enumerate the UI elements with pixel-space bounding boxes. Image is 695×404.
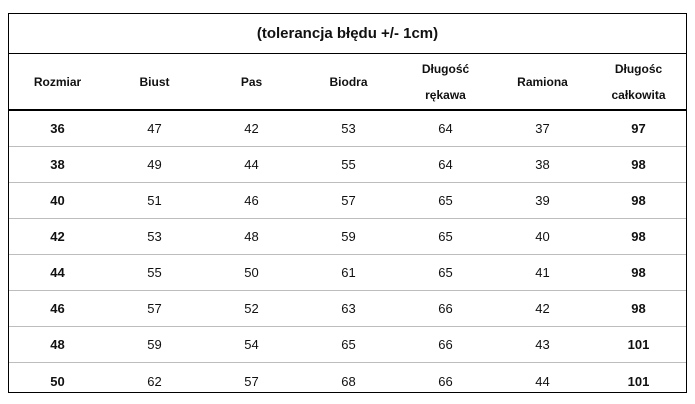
table-cell: 42 — [535, 301, 550, 316]
header-ramiona — [494, 54, 591, 109]
table-cell: 44 — [535, 373, 550, 389]
table-cell: 39 — [535, 193, 550, 208]
table-cell: 65 — [341, 337, 356, 352]
table-cell: 57 — [341, 193, 356, 208]
table-cell: 59 — [341, 229, 356, 244]
header-label: Rozmiar — [33, 74, 82, 89]
table-row — [9, 327, 686, 363]
header-pas — [203, 54, 300, 109]
table-cell: 37 — [535, 121, 550, 136]
table-cell: 42 — [50, 229, 65, 244]
table-header-row — [9, 54, 686, 111]
table-cell: 98 — [631, 157, 646, 172]
table-row — [9, 111, 686, 147]
header-dlugosc-rekawa — [397, 54, 494, 109]
table-cell: 38 — [535, 157, 550, 172]
header-label-line2: całkowita — [611, 87, 666, 102]
table-cell: 61 — [341, 265, 356, 280]
size-chart-table — [8, 13, 687, 393]
table-cell: 65 — [438, 265, 453, 280]
table-cell: 51 — [147, 193, 162, 208]
table-row — [9, 363, 686, 399]
header-rozmiar — [9, 54, 106, 109]
table-cell: 43 — [535, 337, 550, 352]
header-label: Pas — [240, 74, 263, 89]
table-cell: 50 — [50, 373, 65, 389]
table-cell: 55 — [147, 265, 162, 280]
table-cell: 53 — [147, 229, 162, 244]
table-cell: 40 — [50, 193, 65, 208]
table-row — [9, 255, 686, 291]
table-cell: 40 — [535, 229, 550, 244]
table-cell: 66 — [438, 337, 453, 352]
table-cell: 54 — [244, 337, 259, 352]
table-row — [9, 219, 686, 255]
table-cell: 64 — [438, 121, 453, 136]
table-cell: 62 — [147, 373, 162, 389]
table-cell: 46 — [244, 193, 259, 208]
table-cell: 50 — [244, 265, 259, 280]
table-cell: 53 — [341, 121, 356, 136]
table-cell: 36 — [50, 121, 65, 136]
table-cell: 59 — [147, 337, 162, 352]
header-label-line1: Długośc — [614, 61, 663, 76]
table-cell: 98 — [631, 301, 646, 316]
table-cell: 55 — [341, 157, 356, 172]
table-cell: 49 — [147, 157, 162, 172]
table-cell: 52 — [244, 301, 259, 316]
table-cell: 97 — [631, 121, 646, 136]
table-row — [9, 147, 686, 183]
table-cell: 101 — [627, 337, 650, 352]
table-cell: 66 — [438, 373, 453, 389]
table-row — [9, 183, 686, 219]
table-body — [9, 111, 686, 399]
table-cell: 98 — [631, 229, 646, 244]
table-cell: 98 — [631, 265, 646, 280]
header-label: Ramiona — [517, 74, 568, 89]
table-cell: 57 — [147, 301, 162, 316]
header-label-line2: rękawa — [425, 87, 466, 102]
table-cell: 48 — [244, 229, 259, 244]
table-cell: 44 — [50, 265, 65, 280]
table-cell: 46 — [50, 301, 65, 316]
table-cell: 66 — [438, 301, 453, 316]
table-cell: 42 — [244, 121, 259, 136]
table-cell: 63 — [341, 301, 356, 316]
header-label: Biust — [139, 74, 170, 89]
header-biust — [106, 54, 203, 109]
table-title: (tolerancja błędu +/- 1cm) — [9, 14, 686, 54]
table-cell: 65 — [438, 229, 453, 244]
table-cell: 38 — [50, 157, 65, 172]
table-cell: 57 — [244, 373, 259, 389]
header-dlugosc-calkowita — [591, 54, 686, 109]
table-cell: 98 — [631, 193, 646, 208]
table-cell: 47 — [147, 121, 162, 136]
table-cell: 101 — [627, 373, 650, 389]
header-biodra — [300, 54, 397, 109]
table-row — [9, 291, 686, 327]
header-label: Biodra — [329, 74, 368, 89]
table-cell: 68 — [341, 373, 356, 389]
table-cell: 44 — [244, 157, 259, 172]
table-cell: 65 — [438, 193, 453, 208]
table-cell: 64 — [438, 157, 453, 172]
table-cell: 48 — [50, 337, 65, 352]
header-label-line1: Długość — [421, 61, 470, 76]
table-cell: 41 — [535, 265, 550, 280]
